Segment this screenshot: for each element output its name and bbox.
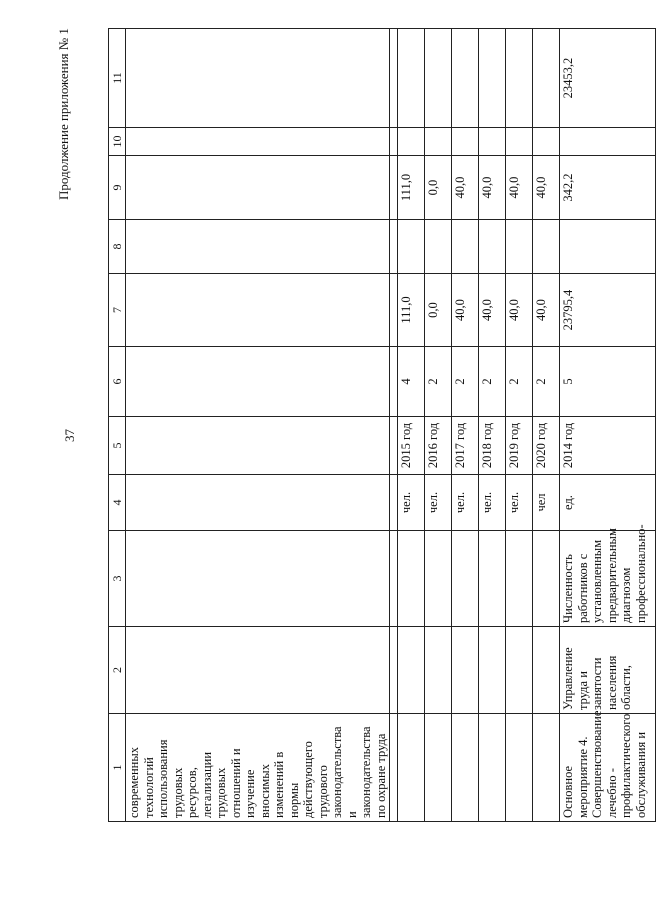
indicator-cell: Численность работников с установленным предварительным диагнозом профессионально- (560, 531, 656, 627)
value-cell: 40,0 (533, 274, 560, 347)
value-cell: 342,2 (560, 156, 656, 220)
appendix-label: Продолжение приложения № 1 (56, 28, 71, 200)
value-cell: 5 (560, 347, 656, 417)
year-cell: 2020 год (533, 417, 560, 475)
empty-cell (479, 531, 506, 627)
value-cell: 111,0 (398, 274, 425, 347)
unit-cell: чел (533, 475, 560, 531)
year-row (479, 29, 506, 822)
empty-cell (479, 128, 506, 156)
unit-cell: чел. (479, 475, 506, 531)
empty-cell (425, 220, 452, 274)
empty-cell (506, 128, 533, 156)
empty-cell (126, 627, 390, 714)
empty-cell (533, 531, 560, 627)
header-cell: 8 (109, 220, 126, 274)
empty-cell (506, 220, 533, 274)
value-cell: 4 (398, 347, 425, 417)
empty-cell (398, 714, 425, 822)
empty-cell (398, 531, 425, 627)
empty-cell (126, 29, 390, 128)
empty-cell (479, 29, 506, 128)
empty-cell (452, 220, 479, 274)
empty-cell (479, 714, 506, 822)
empty-cell (398, 627, 425, 714)
empty-cell (126, 220, 390, 274)
continued-text: современных технологий использования трудовых ресурсов, легализации трудовых отношений и изучение вносимых изменений в нормы действующего трудового законодательства и законодательства по охране труда (126, 714, 390, 822)
empty-cell (560, 220, 656, 274)
last-row (560, 29, 656, 822)
empty-cell (479, 220, 506, 274)
year-row (425, 29, 452, 822)
empty-cell (126, 156, 390, 220)
year-cell: 2018 год (479, 417, 506, 475)
empty-cell (425, 714, 452, 822)
empty-cell (126, 347, 390, 417)
value-cell: 0,0 (425, 156, 452, 220)
empty-cell (533, 220, 560, 274)
empty-cell (452, 29, 479, 128)
value-cell: 40,0 (452, 274, 479, 347)
continued-row (126, 29, 390, 822)
value-cell: 2 (425, 347, 452, 417)
empty-cell (425, 531, 452, 627)
empty-cell (506, 29, 533, 128)
empty-cell (533, 627, 560, 714)
page-number: 37 (62, 429, 77, 442)
value-cell: 40,0 (479, 156, 506, 220)
unit-cell: чел. (425, 475, 452, 531)
header-row (109, 29, 126, 822)
empty-cell (452, 714, 479, 822)
value-cell: 111,0 (398, 156, 425, 220)
header-cell: 10 (109, 128, 126, 156)
unit-cell: чел. (398, 475, 425, 531)
year-cell: 2014 год (560, 417, 656, 475)
empty-cell (533, 29, 560, 128)
value-cell: 23795,4 (560, 274, 656, 347)
year-cell: 2015 год (398, 417, 425, 475)
empty-cell (398, 29, 425, 128)
empty-cell (425, 128, 452, 156)
spacer-row (390, 29, 398, 822)
year-cell: 2019 год (506, 417, 533, 475)
empty-cell (126, 531, 390, 627)
empty-cell (126, 475, 390, 531)
unit-cell: ед. (560, 475, 656, 531)
value-cell: 2 (479, 347, 506, 417)
empty-cell (560, 128, 656, 156)
empty-cell (533, 128, 560, 156)
responsible-cell: Управление труда и занятости населения области, (560, 627, 656, 714)
header-cell: 7 (109, 274, 126, 347)
value-cell: 40,0 (452, 156, 479, 220)
empty-cell (126, 274, 390, 347)
empty-cell (479, 627, 506, 714)
header-cell: 6 (109, 347, 126, 417)
empty-cell (425, 627, 452, 714)
value-cell: 2 (533, 347, 560, 417)
rotated-table-container (108, 29, 648, 822)
empty-cell (506, 627, 533, 714)
header-cell: 11 (109, 29, 126, 128)
header-cell: 4 (109, 475, 126, 531)
empty-cell (533, 714, 560, 822)
unit-cell: чел. (452, 475, 479, 531)
value-cell: 40,0 (533, 156, 560, 220)
header-cell: 3 (109, 531, 126, 627)
header-cell: 9 (109, 156, 126, 220)
year-cell: 2016 год (425, 417, 452, 475)
empty-cell (452, 128, 479, 156)
year-row (533, 29, 560, 822)
year-row (506, 29, 533, 822)
value-cell: 40,0 (506, 274, 533, 347)
indicator-table (108, 28, 656, 822)
year-row (398, 29, 425, 822)
unit-cell: чел. (506, 475, 533, 531)
header-cell: 2 (109, 627, 126, 714)
year-row (452, 29, 479, 822)
empty-cell (452, 531, 479, 627)
value-cell: 40,0 (479, 274, 506, 347)
empty-cell (452, 627, 479, 714)
empty-cell (398, 128, 425, 156)
value-cell: 23453,2 (560, 29, 656, 128)
value-cell: 2 (452, 347, 479, 417)
value-cell: 40,0 (506, 156, 533, 220)
empty-cell (425, 29, 452, 128)
empty-cell (126, 417, 390, 475)
empty-cell (126, 128, 390, 156)
header-cell: 5 (109, 417, 126, 475)
empty-cell (506, 714, 533, 822)
header-cell: 1 (109, 714, 126, 822)
empty-cell (398, 220, 425, 274)
value-cell: 0,0 (425, 274, 452, 347)
year-cell: 2017 год (452, 417, 479, 475)
empty-cell (506, 531, 533, 627)
event-name-cell: Основное мероприятие 4. Совершенствование лечебно - профилактического обслуживания и (560, 714, 656, 822)
value-cell: 2 (506, 347, 533, 417)
